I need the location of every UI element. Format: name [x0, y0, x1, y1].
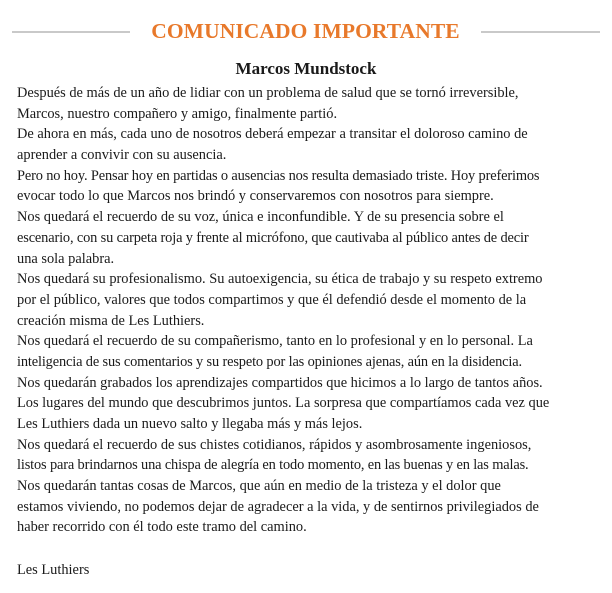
text-line: Nos quedarán tantas cosas de Marcos, que aún en medio de la tristeza y el dolor que [17, 478, 501, 495]
text-line: Les Luthiers dada un nuevo salto y llegaba más y más lejos. [17, 416, 363, 432]
statement-body [17, 83, 602, 538]
text-line: aprender a convivir con su ausencia. [17, 147, 227, 164]
text-line: Marcos, nuestro compañero y amigo, finalmente partió. [17, 105, 338, 122]
text-line: Nos quedará el recuerdo de su voz, única e inconfundible. Y de su presencia sobre el [17, 209, 504, 226]
signature: Les Luthiers [17, 562, 90, 578]
text-line: por el público, valores que todos compartimos y que él defendió desde el momento de la [17, 291, 527, 308]
text-line: listos para brindarnos una chispa de alegría en todo momento, en las buenas y en las malas. [17, 457, 529, 474]
text-line: inteligencia de sus comentarios y su respeto por las opiniones ajenas, aún en la disidencia. [17, 353, 522, 370]
text-line: haber recorrido con él todo este tramo del camino. [17, 519, 307, 536]
text-line: Después de más de un año de lidiar con un problema de salud que se tornó irreversible, [17, 85, 519, 101]
text-line: evocar todo lo que Marcos nos brindó y conservaremos con nosotros para siempre. [17, 188, 494, 205]
text-line: estamos viviendo, no podemos dejar de agradecer a la vida, y de sentirnos privilegiados de [17, 498, 539, 515]
header-rule-right [481, 31, 600, 33]
subtitle: Marcos Mundstock [235, 59, 377, 78]
header-rule-left [12, 31, 130, 33]
header [0, 17, 612, 45]
text-line: De ahora en más, cada uno de nosotros deberá empezar a transitar el doloroso camino de [17, 126, 528, 143]
text-line: escenario, con su carpeta roja y frente al micrófono, que cautivaba al público antes de decir [17, 229, 529, 246]
text-line: Los lugares del mundo que descubrimos juntos. La sorpresa que compartíamos cada vez que [17, 395, 550, 412]
text-line: Nos quedará el recuerdo de sus chistes cotidianos, rápidos y asombrosamente ingeniosos, [17, 436, 532, 453]
text-line: Pero no hoy. Pensar hoy en partidas o ausencias nos resulta demasiado triste. Hoy preferimos [17, 167, 540, 184]
page-title: COMUNICADO IMPORTANTE [151, 19, 460, 43]
text-line: creación misma de Les Luthiers. [17, 312, 205, 329]
text-line: Nos quedará su profesionalismo. Su autoexigencia, su ética de trabajo y su respeto extremo [17, 271, 543, 288]
text-line: Nos quedarán grabados los aprendizajes compartidos que hicimos a lo largo de tantos años. [17, 374, 543, 391]
text-line: Nos quedará el recuerdo de su compañerismo, tanto en lo profesional y en lo personal. La [17, 333, 533, 350]
text-line: una sola palabra. [17, 250, 115, 267]
